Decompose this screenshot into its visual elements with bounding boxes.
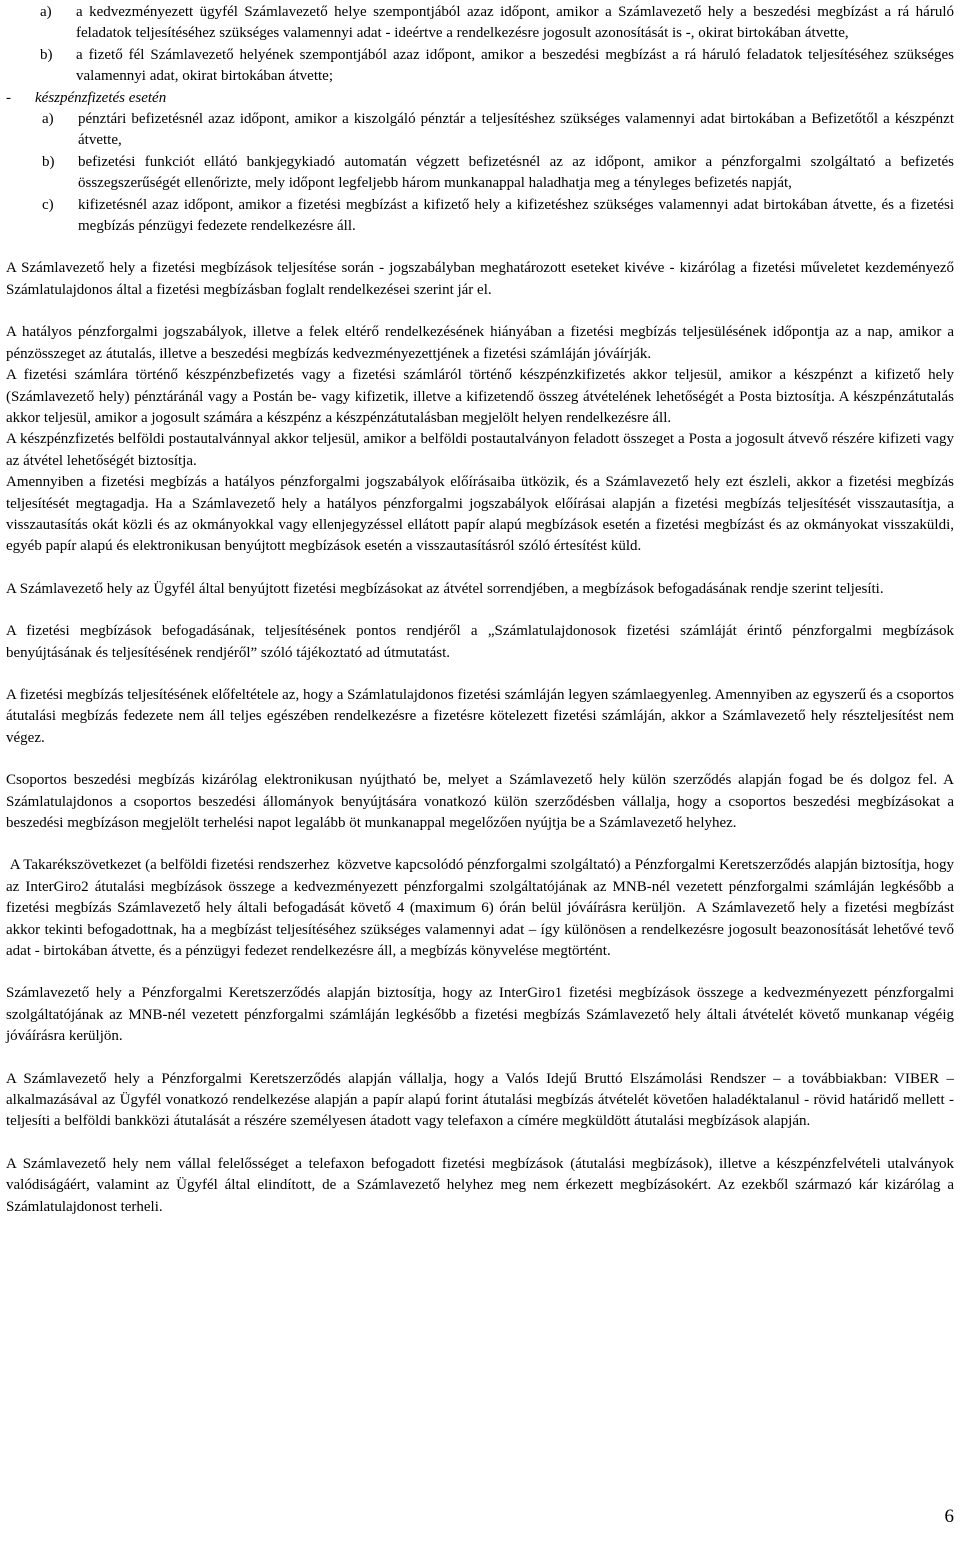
- paragraph: A fizetési számlára történő készpénzbefizetés vagy a fizetési számláról történő készpénzkifizetés akkor teljesül, amikor a készpénzt a kifizető hely (Számlavezető hely) pénztáránál vagy a Postán be- vagy kifizetik, illetve a kifizetendő összeg átvételének lehetőségét a Posta biztosítja. A készpénzátutalás akkor teljesül, amikor a jogosult számára a készpénz a készpénzátutalásban megjelölt helyen rendelkezésre áll.: [6, 367, 954, 426]
- paragraph: Csoportos beszedési megbízás kizárólag elektronikusan nyújtható be, melyet a Számlavezető hely külön szerződés alapján fogad be és dolgoz fel. A Számlatulajdonos a csoportos beszedési állományok benyújtására vonatkozó külön szerződésben vállalja, hogy a csoportos beszedési megbízásokat a beszedési megbízáson megjelölt terhelési napot legalább öt munkanappal megelőzően nyújtja be a Számlavezető helyhez.: [6, 772, 954, 831]
- spacer: [6, 600, 954, 621]
- list-item-label: c): [42, 196, 54, 213]
- spacer: [6, 749, 954, 770]
- list-item: [6, 109, 954, 152]
- list-item-text: a kedvezményezett ügyfél Számlavezető helye szempontjából azaz időpont, amikor a Számlavezető hely a beszedési megbízást a rá háruló feladatok teljesítéséhez szükséges valamennyi adat - ideértve a rendelkezésre jogosult azonosítását is -, okirat birtokában átvette,: [76, 4, 954, 42]
- list-item: [6, 195, 954, 238]
- paragraph: Amennyiben a fizetési megbízás a hatályos pénzforgalmi jogszabályok előírásaiba ütközik, és a Számlavezető hely ezt észleli, akkor a fizetési megbízás teljesítését megtagadja. Ha a Számlavezető hely a hatályos pénzforgalmi jogszabályok előírásai alapján a fizetési megbízás teljesítését visszautasítja, a visszautasítás okát közli és az okmányokkal vagy ellenjegyzéssel ellátott papír alapú megbízások esetén a fizetési megbízást és az okmányokat visszaküldi, egyéb papír alapú és elektronikusan benyújtott megbízások esetén a visszautasításról szóló értesítést küld.: [6, 474, 954, 555]
- list-item-label: a): [40, 4, 52, 20]
- paragraph: A Számlavezető hely nem vállal felelősséget a telefaxon befogadott fizetési megbízások (átutalási megbízások), illetve a készpénzfelvételi utalványok valódiságáért, valamint az Ügyfél által elindított, de a Számlavezető helyhez meg nem érkezett megbízásokért. Az ezekből származó kár kizárólag a Számlatulajdonost terheli.: [6, 1155, 954, 1215]
- dash-bullet: -: [6, 89, 11, 106]
- list-item-text: a fizető fél Számlavezető helyének szempontjából azaz időpont, amikor a beszedési megbízást a rá háruló feladatok teljesítéséhez szükséges valamennyi adat, okirat birtokában átvette;: [76, 46, 954, 85]
- spacer: [6, 1133, 954, 1154]
- list-item-text: befizetési funkciót ellátó bankjegykiadó automatán végzett befizetésnél az az időpont, amikor a pénzforgalmi szolgáltató a befizetés összegszerűségét ellenőrizte, mely időpont legfeljebb három munkanappal haladhatja meg a tényleges befizetés napját,: [78, 153, 954, 192]
- list-item: [6, 152, 954, 195]
- list-item: [6, 45, 954, 88]
- spacer: [6, 1048, 954, 1069]
- spacer: [6, 301, 954, 322]
- paragraph: Számlavezető hely a Pénzforgalmi Keretszerződés alapján biztosítja, hogy az InterGiro1 fizetési megbízások összege a kedvezményezett pénzforgalmi szolgáltatójának az MNB-nél vezetett pénzforgalmi számláján legkésőbb a fizetési megbízás Számlavezető hely általi átvételét követő munkanap végéig jóváírásra kerüljön.: [6, 985, 954, 1045]
- list-item-label: a): [42, 111, 54, 128]
- paragraph: A hatályos pénzforgalmi jogszabályok, illetve a felek eltérő rendelkezésének hiányában a fizetési megbízás teljesülésének időpontja az a nap, amikor a pénzösszeget az átutalás, illetve a beszedési megbízás kedvezményezettjének a fizetési számláján jóváírják.: [6, 324, 954, 362]
- list-item-label: b): [40, 46, 53, 63]
- list-item-label: b): [42, 153, 55, 170]
- spacer: [6, 664, 954, 685]
- paragraph: A Számlavezető hely a Pénzforgalmi Keretszerződés alapján vállalja, hogy a Valós Idejű Bruttó Elszámolási Rendszer – a továbbiakban: VIBER – alkalmazásával az Ügyfél vonatkozó rendelkezése alapján a papír alapú forint átutalási megbízás átvételét követően haladéktalanul - rövid határidő mellett - teljesíti a belföldi bankközi átutalását a részére személyesen átadott vagy telefaxon a címére megküldött átutalási megbízások alapján.: [6, 1070, 954, 1130]
- paragraph: A fizetési megbízások befogadásának, teljesítésének pontos rendjéről a „Számlatulajdonosok fizetési számláját érintő pénzforgalmi megbízások benyújtásának és teljesítésének rendjéről” szóló tájékoztató ad útmutatást.: [6, 623, 954, 661]
- cash-heading-text: készpénzfizetés esetén: [35, 89, 167, 106]
- paragraph: A Számlavezető hely az Ügyfél által benyújtott fizetési megbízásokat az átvétel sorrendjében, a megbízások befogadásának rendje szerint teljesíti.: [6, 580, 884, 597]
- list-item: [6, 2, 954, 45]
- paragraph: A Számlavezető hely a fizetési megbízások teljesítése során - jogszabályban meghatározott eseteket kivéve - kizárólag a fizetési műveletet kezdeményező Számlatulajdonos által a fizetési megbízásban foglalt rendelkezései szerint jár el.: [6, 260, 954, 298]
- paragraph: A fizetési megbízás teljesítésének előfeltétele az, hogy a Számlatulajdonos fizetési számláján legyen számlaegyenleg. Amennyiben az egyszerű és a csoportos átutalási megbízás fedezete nem áll teljes egészében rendelkezésre a fizetésre kötelezett fizetési számláján, akkor a Számlavezető hely részteljesítést nem végez.: [6, 686, 954, 746]
- spacer: [6, 962, 954, 983]
- settlement-time-list: [6, 0, 954, 237]
- cash-payment-heading: [6, 88, 954, 109]
- paragraph: A Takarékszövetkezet (a belföldi fizetési rendszerhez közvetve kapcsolódó pénzforgalmi szolgáltató) a Pénzforgalmi Keretszerződés alapján biztosítja, hogy az InterGiro2 átutalási megbízások összege a kedvezményezett pénzforgalmi szolgáltatójának az MNB-nél vezetett pénzforgalmi számláján legkésőbb a fizetési megbízás Számlavezető hely általi befogadását követő 4 (maximum 6) órán belül jóváírásra kerüljön. A Számlavezető hely a fizetési megbízást akkor tekinti befogadottnak, ha a megbízást teljesítéséhez szükséges valamennyi adat – így különösen a rendelkezésre jogosult beazonosítását lehetővé tevő adat - birtokában átvette, és a pénzügyi fedezet rendelkezésre áll, a megbízás könyvelése megtörtént.: [6, 857, 958, 960]
- spacer: [6, 558, 954, 579]
- paragraph: A készpénzfizetés belföldi postautalvánnyal akkor teljesül, amikor a belföldi postautalványon feladott összeget a Posta a jogosult átvevő részére kifizeti vagy az átvétel lehetőségét biztosítja.: [6, 431, 954, 469]
- list-item-text: kifizetésnél azaz időpont, amikor a fizetési megbízást a kifizető hely a kifizetéshez szükséges valamennyi adat birtokában átvette, és a fizetési megbízás pénzügyi fedezete rendelkezésre áll.: [78, 196, 954, 235]
- spacer: [6, 834, 954, 855]
- page-number: 6: [944, 1506, 954, 1527]
- spacer: [6, 237, 954, 258]
- list-item-text: pénztári befizetésnél azaz időpont, amikor a kiszolgáló pénztár a teljesítéshez szükséges valamennyi adat birtokában a Befizetőtől a készpénzt átvette,: [78, 111, 954, 149]
